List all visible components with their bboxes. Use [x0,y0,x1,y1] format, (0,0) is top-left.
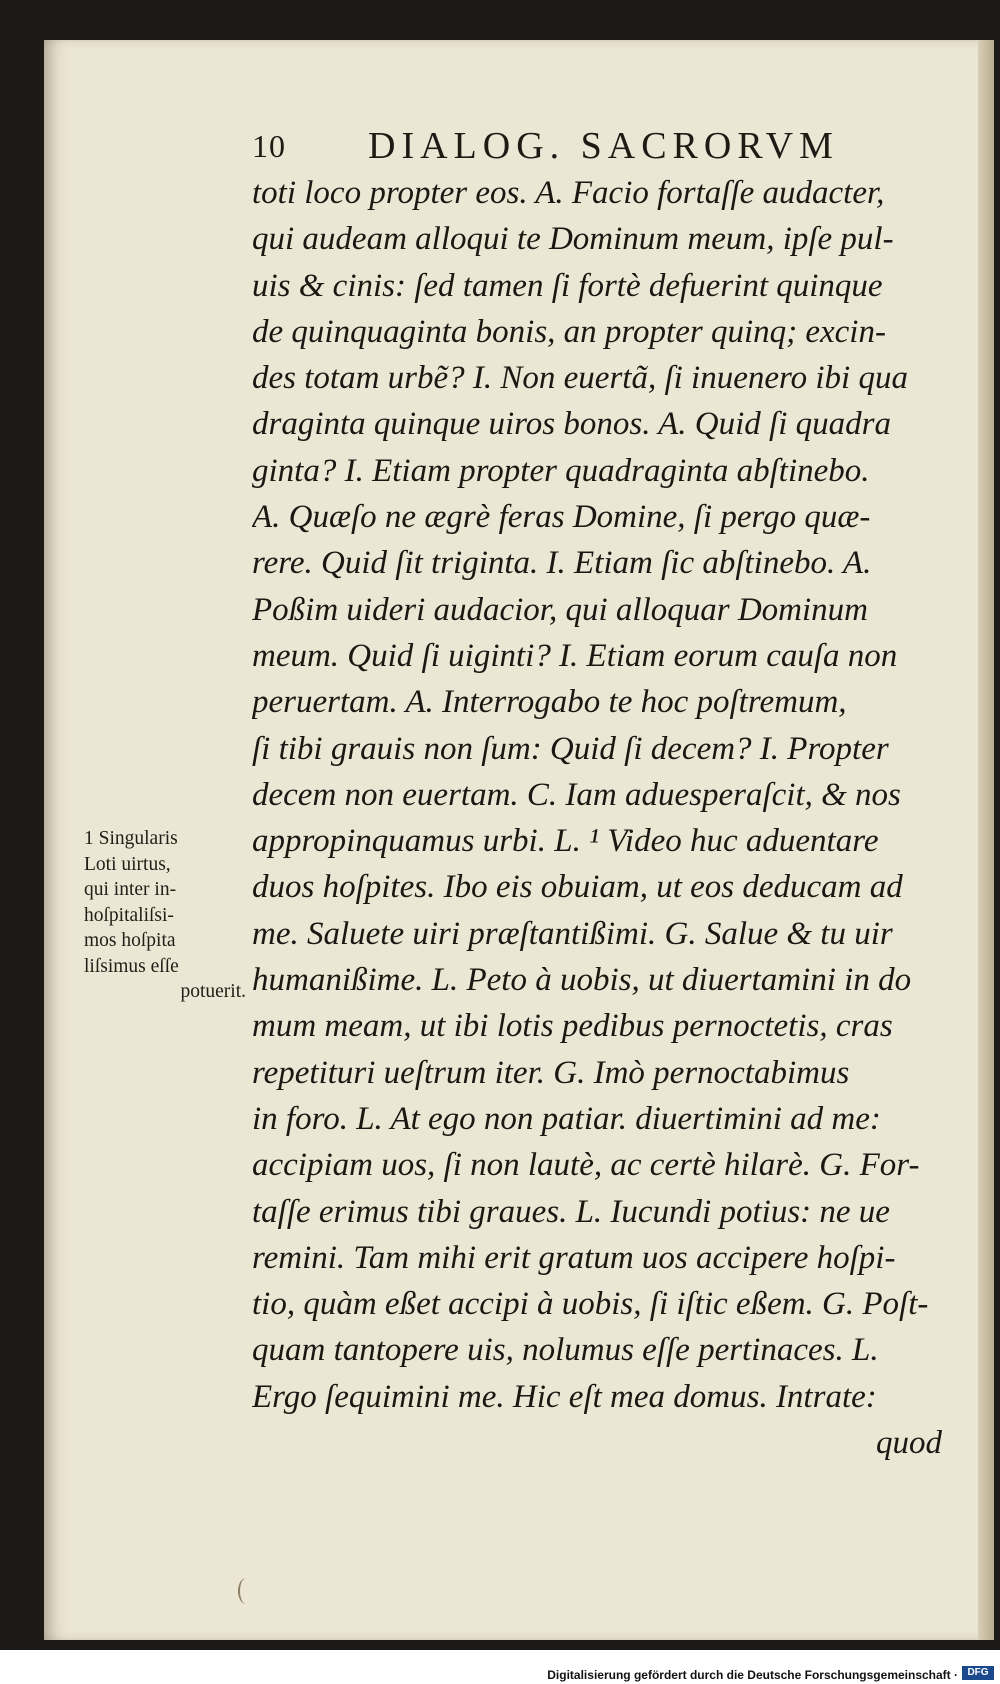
note-line: potuerit. [180,981,246,1002]
text-line: decem non euertam. C. Iam aduesperaſcit, & nos [252,776,901,813]
note-line: Loti uirtus, [84,853,171,875]
text-line: taſſe erimus tibi graues. L. Iucundi potius: ne ue [252,1193,890,1230]
ink-mark [238,1578,254,1604]
text-line: in foro. L. At ego non patiar. diuertimini ad me: [252,1100,881,1137]
text-line: tio, quàm eßet accipi à uobis, ſi iſtic eßem. G. Poſt- [252,1286,929,1323]
text-line: de quinquaginta bonis, an propter quinq; excin- [252,313,886,350]
catchword: quod [876,1425,942,1462]
text-line: remini. Tam mihi erit gratum uos accipere hoſpi- [252,1239,896,1276]
text-line: toti loco propter eos. A. Facio fortaſſe audacter, [252,175,885,211]
text-line: ſi tibi grauis non ſum: Quid ſi decem? I. Propter [252,730,889,767]
text-line: draginta quinque uiros bonos. A. Quid ſi quadra [252,406,891,443]
note-line: hoſpitaliſsi- [84,904,174,926]
page-header [252,125,892,168]
dfg-logo: DFG [962,1666,994,1680]
text-line: quam tantopere uis, nolumus eſſe pertinaces. L. [252,1332,879,1369]
note-line: mos hoſpita [84,930,176,951]
text-line: accipiam uos, ſi non lautè, ac certè hilarè. G. For- [252,1147,920,1184]
note-line: liſsimus eſſe [84,955,179,977]
text-line: peruertam. A. Interrogabo te hoc poſtremum, [252,684,847,721]
note-line: 1 Singularis [84,828,178,849]
running-title: DIALOG. SACRORVM [368,125,839,167]
text-line: appropinquamus urbi. L. ¹ Video huc aduentare [252,823,879,860]
text-line: humanißime. L. Peto à uobis, ut diuertamini in do [252,962,912,999]
funding-credit: Digitalisierung gefördert durch die Deutsche Forschungsgemeinschaft · [547,1668,958,1682]
text-line: Poßim uideri audacior, qui alloquar Dominum [252,591,868,628]
page-number: 10 [252,128,286,164]
text-line: meum. Quid ſi uiginti? I. Etiam eorum cauſa non [252,637,898,674]
text-line: qui audeam alloqui te Dominum meum, ipſe pul- [252,221,894,258]
text-line: ginta? I. Etiam propter quadraginta abſtinebo. [252,452,870,489]
body-text [252,170,942,1466]
text-line: duos hoſpites. Ibo eis obuiam, ut eos deducam ad [252,869,903,906]
text-line: des totam urbẽ? I. Non euertã, ſi inuenero ibi qua [252,360,908,397]
text-line: me. Saluete uiri præſtantißimi. G. Salue & tu uir [252,915,893,952]
text-line: uis & cinis: ſed tamen ſi fortè defuerint quinque [252,267,883,304]
text-line: rere. Quid ſit triginta. I. Etiam ſic abſtinebo. A. [252,545,872,582]
text-line: mum meam, ut ibi lotis pedibus pernoctetis, cras [252,1008,893,1045]
text-line: A. Quæſo ne ægrè feras Domine, ſi pergo quæ- [252,499,871,536]
text-line: Ergo ſequimini me. Hic eſt mea domus. Intrate: [252,1378,877,1415]
page-edge [978,40,994,1640]
marginal-note [84,826,252,1005]
text-line: repetituri ueſtrum iter. G. Imò pernoctabimus [252,1054,850,1091]
note-line: qui inter in- [84,879,177,900]
